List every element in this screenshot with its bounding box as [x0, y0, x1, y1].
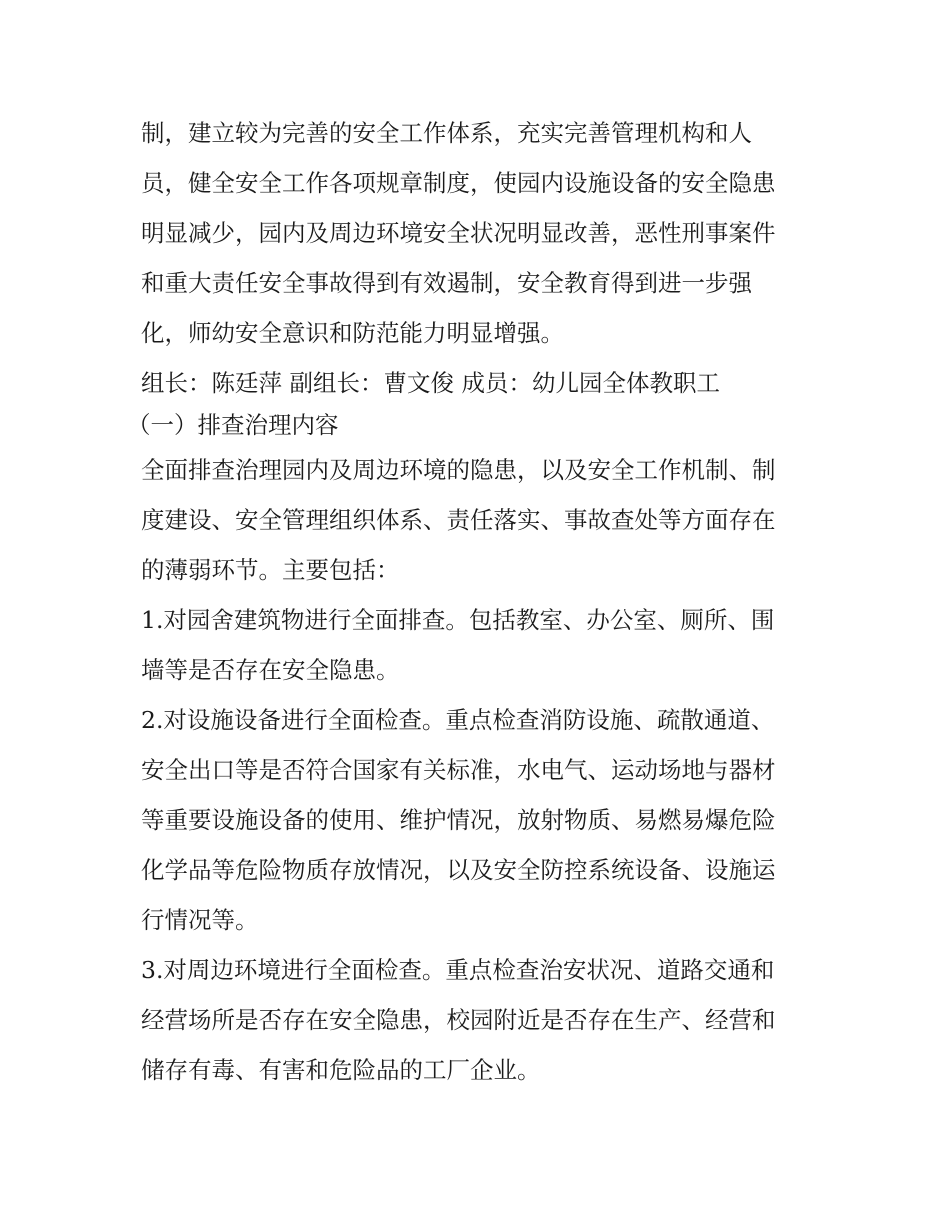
text-line: 的薄弱环节。主要包括：	[141, 556, 400, 584]
document-body	[127, 108, 821, 1095]
list-item-line: 安全出口等是否符合国家有关标准，水电气、运动场地与器材	[141, 756, 776, 784]
list-item-line: 行情况等。	[141, 906, 259, 934]
text-line: 明显减少，园内及周边环境安全状况明显改善，恶性刑事案件	[141, 219, 776, 247]
list-item-line: 1.对园舍建筑物进行全面排查。包括教室、办公室、厕所、围	[141, 606, 775, 634]
text-line: 化，师幼安全意识和防范能力明显增强。	[141, 319, 564, 347]
list-item-line: 2.对设施设备进行全面检查。重点检查消防设施、疏散通道、	[141, 706, 775, 734]
group-members-line: 组长：陈廷萍 副组长：曹文俊 成员：幼儿园全体教职工	[141, 369, 720, 397]
list-item-line: 3.对周边环境进行全面检查。重点检查治安状况、道路交通和	[141, 956, 775, 984]
text-line: 全面排查治理园内及周边环境的隐患，以及安全工作机制、制	[141, 456, 776, 484]
text-line: 度建设、安全管理组织体系、责任落实、事故查处等方面存在	[141, 506, 776, 534]
list-item-line: 等重要设施设备的使用、维护情况，放射物质、易燃易爆危险	[141, 806, 776, 834]
list-item-line: 经营场所是否存在安全隐患，校园附近是否存在生产、经营和	[141, 1006, 776, 1034]
list-item-line: 墙等是否存在安全隐患。	[141, 656, 400, 684]
text-line: 员，健全安全工作各项规章制度，使园内设施设备的安全隐患	[141, 169, 776, 197]
text-line: 制，建立较为完善的安全工作体系，充实完善管理机构和人	[141, 119, 752, 147]
list-item-line: 化学品等危险物质存放情况，以及安全防控系统设备、设施运	[141, 856, 776, 884]
list-item-line: 储存有毒、有害和危险品的工厂企业。	[141, 1056, 541, 1084]
section-heading: （一）排查治理内容	[127, 411, 339, 439]
text-line: 和重大责任安全事故得到有效遏制，安全教育得到进一步强	[141, 269, 752, 297]
